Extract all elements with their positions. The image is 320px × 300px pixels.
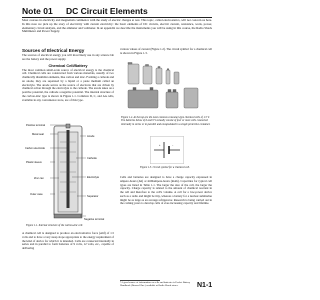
9v-battery-shape	[166, 92, 178, 108]
n-cell-shape	[174, 72, 179, 84]
left-column-bottom	[22, 232, 114, 251]
lantern-battery-shape	[184, 88, 198, 108]
label-plastic-sleeve: Plastic sleeve	[26, 161, 42, 164]
left-column-top	[22, 48, 114, 102]
carbon-rod-shape	[67, 130, 70, 208]
d-cell-shape	[128, 64, 139, 84]
figure-1-3-caption: Figure 1.3. Circuit symbol for a chemical cell.	[140, 166, 190, 169]
label-negative-terminal: Negative terminal	[84, 218, 105, 221]
label-metal-seal: Metal seal	[32, 133, 44, 136]
svg-text:−: −	[172, 144, 174, 147]
footnote: ¹ A good source of information on cells and batteries is Pocket Battery Handbook (Duracell Inc.) available at Radio Shack stores.	[120, 281, 191, 287]
right-column-top	[120, 48, 212, 56]
aa-cell-shape	[156, 68, 162, 84]
section-heading: Sources of Electrical Energy	[22, 48, 85, 53]
paragraph: The sources of electrical energy you will most likely use in any science lab are the battery and the power supply.	[22, 53, 114, 61]
label-positive-terminal: Positive terminal	[26, 124, 46, 127]
label-outer-case: Outer case	[30, 193, 43, 196]
figure-1-2-caption: Figure 1.2. At the top are the most common consumer-type chemical cells of 1.5 V. The batteries below of 6 and 9 V actually consist of four or more cells connected internally in series or in parallel and encapsulated in a single protective container.	[121, 116, 211, 126]
intro-paragraph: Most courses in electricity and magnetism commence with the study of electric charges at rest. This topic, called electrostatics, will not concern us here. In this note we pick up the story of electricity with current electricity: the basic elements of DC circuits, electric current, resistance, work, power, elementary circuit analysis, and the ammeter and voltmeter. In an appendix we describe the instruments you will be using in this course, the Radio Shack Multimeter and Power Supply.	[22, 18, 212, 34]
aaa-cell-shape	[166, 70, 170, 84]
6v-battery-shape	[128, 90, 158, 108]
cell-circuit-symbol-figure	[150, 136, 184, 164]
label-cathode: Cathode	[87, 157, 97, 160]
c-cell-shape	[143, 66, 152, 84]
paragraph: The most common small-scale source of electrical energy is the chemical cell. Chemical cells are constructed from various materials, usually of two chemically dissimilar elements, like carbon and zinc. Forming a cathode and an anode, they are separated by a liquid or a paste medium called an electrolyte. The anode serves as the source of electrons that are driven by chemical action through the electrolyte to the cathode. The anode takes on a positive potential, the cathode a negative potential. The internal structure of the carbon-zinc type is shown in Figure 1.1. Common D, C, and AA cells, available in any convenience store, are of this type.	[22, 67, 114, 102]
batteries-photo-figure	[122, 58, 204, 114]
page-number: N1-1	[197, 282, 213, 289]
negative-terminal-shape	[54, 214, 82, 218]
label-zinc-can: Zinc can	[34, 177, 44, 180]
right-column-bottom	[120, 176, 212, 206]
label-separator: Separator	[87, 195, 99, 198]
positive-terminal-shape	[66, 124, 70, 128]
label-anode: Anode	[87, 135, 95, 138]
label-electrolyte: Electrolyte	[87, 176, 100, 179]
subsection-heading: Chemical Cell/Battery	[48, 63, 88, 68]
svg-text:+: +	[159, 144, 161, 147]
paragraph: various values of current (Figure 1.2). The circuit symbol for a chemical cell is shown in Figure 1.3.	[120, 47, 212, 55]
paragraph: Cells and batteries are designed to have a charge capacity expressed in ampere-hours (Ah) or milliampere-hours (mAh). Capacities for typical cell types are listed in Table 1.1. The larger the size of the cell, the larger the capacity. Charge capacity is related to the amount of chemical reactant in the cell and therefore to the cell's volume. A cell for a low-power device such as a radio and might be tiny, whereas a battery for a nuclear submarine might be as large as an average refrigerator. Research is being carried out in the coming years to develop cells of ever-increasing capacity and lifetime.	[120, 175, 212, 206]
note-number: Note 01	[22, 6, 53, 16]
paragraph: A chemical cell is designed to produce an electromotive force (emf) of 1.5 volts and to have a very steep slope appropriate to the energy requirement of the kind of device for which it is intended. Cells are connected internally in series and in parallel to form batteries of 9 volts, 12 volts, etc., capable of delivering	[22, 231, 114, 250]
carbon-zinc-cell-figure	[24, 122, 112, 222]
label-carbon-electrode: Carbon electrode	[25, 147, 45, 150]
page-title: DC Circuit Elements	[66, 6, 148, 16]
figure-1-1-caption: Figure 1.1. Internal structure of the carbon-zinc cell.	[26, 224, 83, 227]
